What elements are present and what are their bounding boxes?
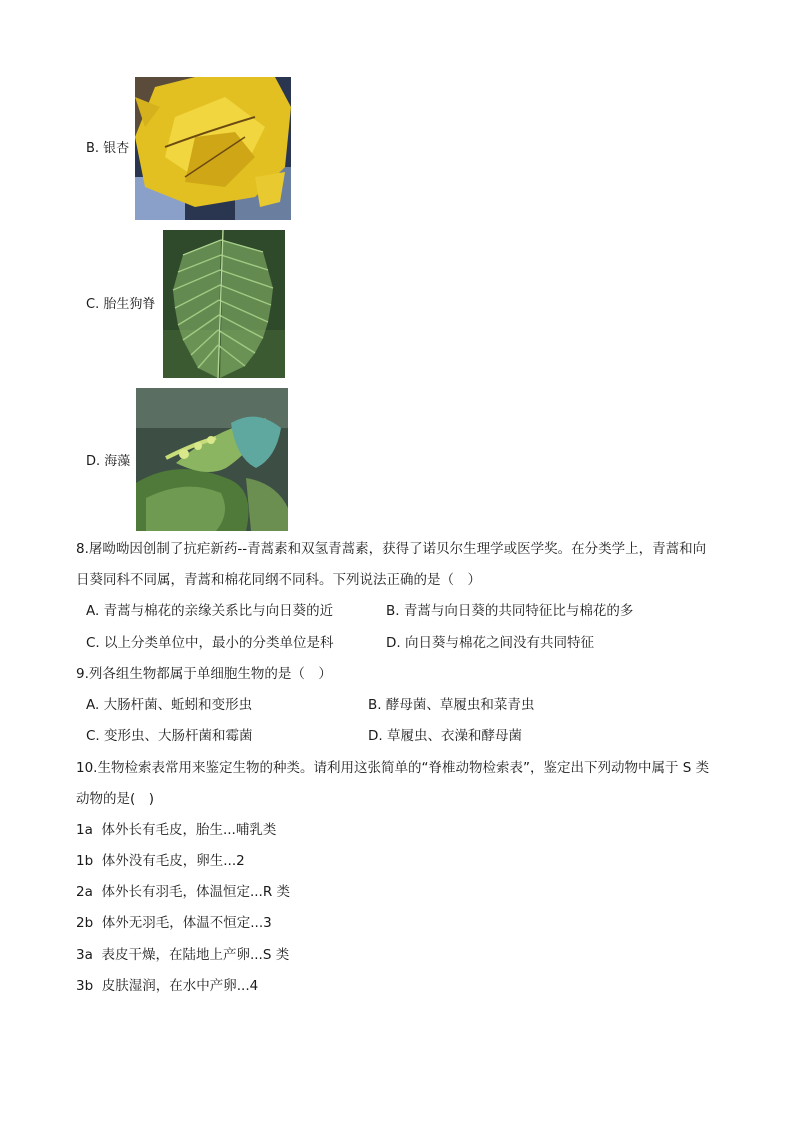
q8-stem-line1: 8.屠呦呦因创制了抗疟新药--青蒿素和双氢青蒿素，获得了诺贝尔生理学或医学奖。在分类学上，青蒿和向 — [76, 541, 707, 557]
key-row — [76, 820, 276, 840]
key-code: 2a — [76, 884, 93, 900]
q8-option-b: B. 青蒿与向日葵的共同特征比与棉花的多 — [386, 603, 634, 619]
option-b-label: B. 银杏 — [86, 141, 130, 156]
q9-option-c: C. 变形虫、大肠杆菌和霉菌 — [86, 728, 253, 744]
key-text: 表皮干燥，在陆地上产卵...S 类 — [101, 947, 290, 963]
key-text: 皮肤湿润，在水中产卵...4 — [101, 978, 259, 994]
q9-option-a: A. 大肠杆菌、蚯蚓和变形虫 — [86, 697, 253, 713]
q9-option-d: D. 草履虫、衣澡和酵母菌 — [368, 728, 522, 744]
key-row — [76, 882, 290, 902]
q10-stem-line2: 动物的是( ) — [76, 791, 155, 807]
key-text: 体外长有羽毛，体温恒定...R 类 — [101, 884, 291, 900]
key-row — [76, 976, 258, 996]
q9-option-b: B. 酵母菌、草履虫和菜青虫 — [368, 697, 535, 713]
q8-option-a: A. 青蒿与棉花的亲缘关系比与向日葵的近 — [86, 603, 334, 619]
q8-option-d: D. 向日葵与棉花之间没有共同特征 — [386, 635, 594, 651]
option-d-label: D. 海藻 — [86, 454, 131, 469]
key-text: 体外无羽毛，体温不恒定...3 — [101, 915, 272, 931]
key-text: 体外没有毛皮，卵生...2 — [101, 853, 245, 869]
key-text: 体外长有毛皮，胎生...哺乳类 — [101, 822, 277, 838]
key-code: 3b — [76, 978, 94, 994]
key-row — [76, 851, 245, 871]
q9-stem: 9.列各组生物都属于单细胞生物的是（ ） — [76, 666, 332, 682]
q10-stem-line1: 10.生物检索表常用来鉴定生物的种类。请利用这张简单的“脊椎动物检索表”，鉴定出下列动物中属于 S 类 — [76, 760, 710, 776]
seaweed-image — [136, 388, 288, 531]
key-code: 2b — [76, 915, 94, 931]
fern-image — [163, 230, 285, 378]
q8-stem-line2: 日葵同科不同属，青蒿和棉花同纲不同科。下列说法正确的是（ ） — [76, 572, 481, 588]
q8-option-c: C. 以上分类单位中，最小的分类单位是科 — [86, 635, 334, 651]
key-code: 1b — [76, 853, 94, 869]
key-row — [76, 945, 289, 965]
key-row — [76, 913, 272, 933]
key-code: 3a — [76, 947, 93, 963]
option-c-label: C. 胎生狗脊 — [86, 297, 156, 312]
ginkgo-image — [135, 77, 291, 220]
key-code: 1a — [76, 822, 93, 838]
